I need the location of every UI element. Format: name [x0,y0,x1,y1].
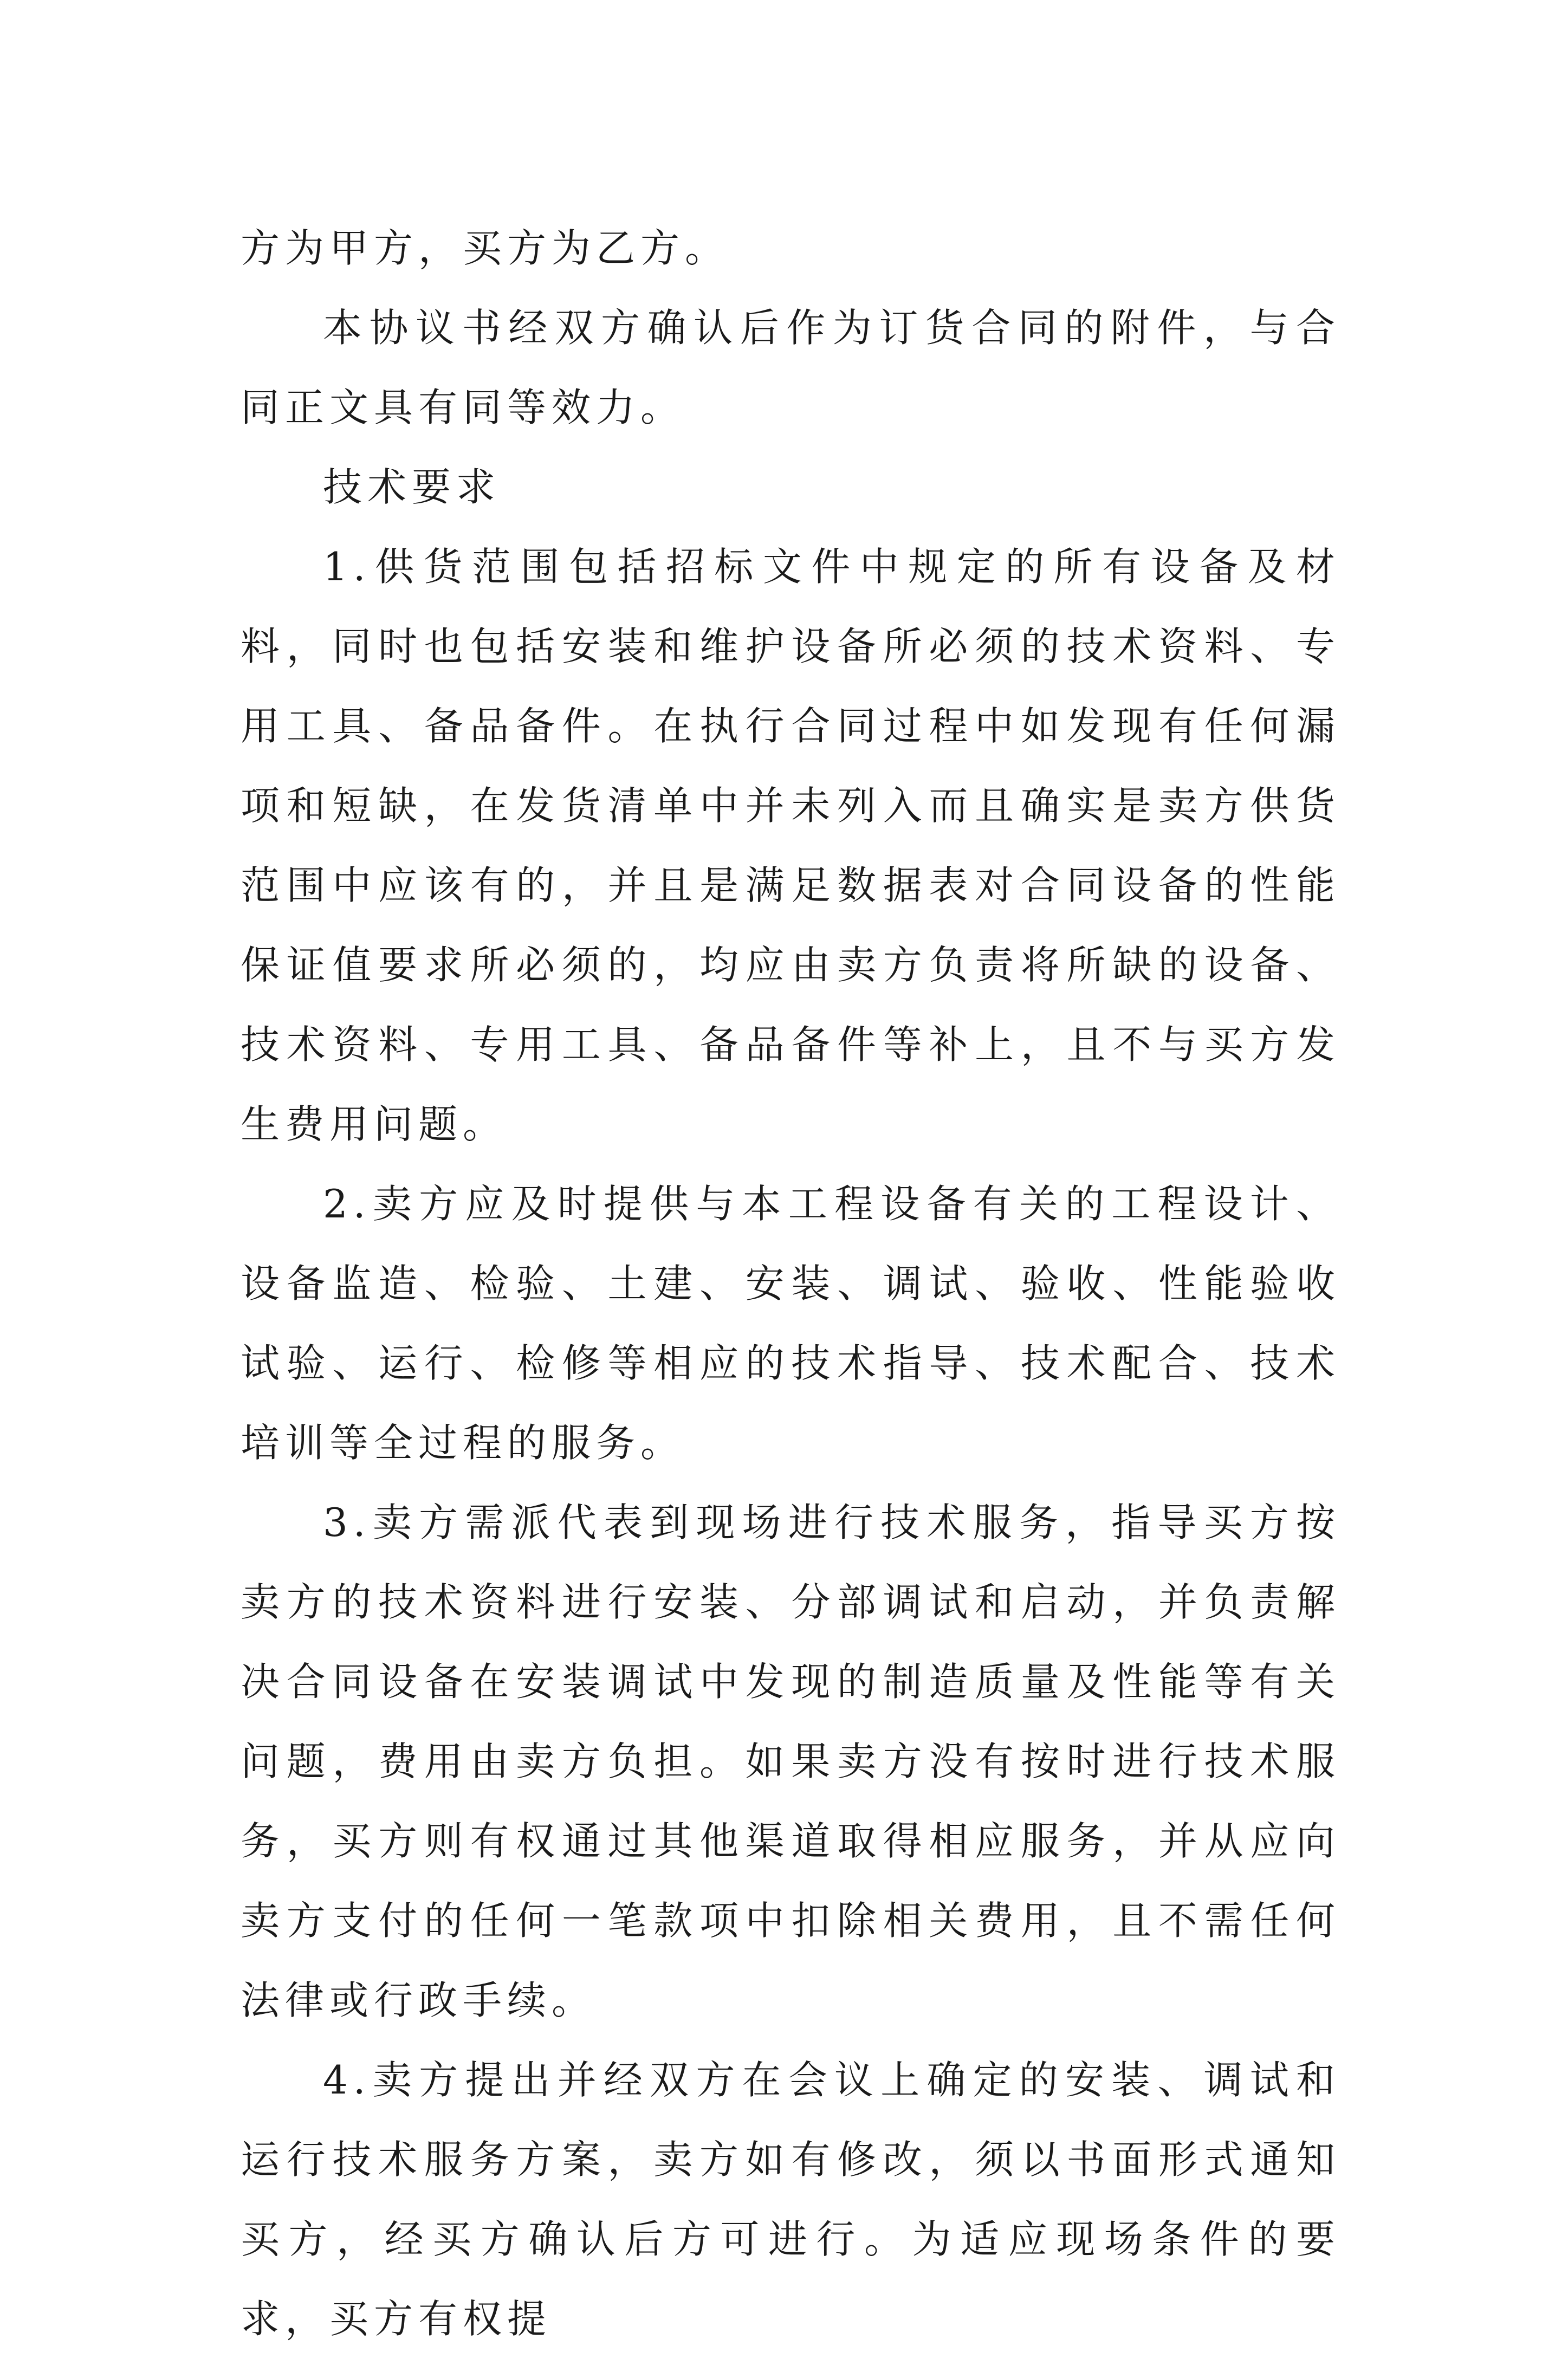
paragraph-item-4: 4.卖方提出并经双方在会议上确定的安装、调试和运行技术服务方案，卖方如有修改，须以书面形式通知买方，经买方确认后方可进行。为适应现场条件的要求，买方有权提 [241,2057,1340,2342]
paragraph-item-2: 2.卖方应及时提供与本工程设备有关的工程设计、设备监造、检验、土建、安装、调试、验收、性能验收试验、运行、检修等相应的技术指导、技术配合、技术培训等全过程的服务。 [241,1181,1340,1466]
paragraph-continuation: 方为甲方，买方为乙方。 [241,225,730,271]
document-body [241,209,1340,2359]
section-heading-technical-requirements: 技术要求 [323,464,501,510]
paragraph-item-3: 3.卖方需派代表到现场进行技术服务，指导买方按卖方的技术资料进行安装、分部调试和启动，并负责解决合同设备在安装调试中发现的制造质量及性能等有关问题，费用由卖方负担。如果卖方没有按时进行技术服务，买方则有权通过其他渠道取得相应服务，并从应向卖方支付的任何一笔款项中扣除相关费用，且不需任何法律或行政手续。 [241,1500,1340,2023]
paragraph-item-1: 1.供货范围包括招标文件中规定的所有设备及材料，同时也包括安装和维护设备所必须的技术资料、专用工具、备品备件。在执行合同过程中如发现有任何漏项和短缺，在发货清单中并未列入而且确实是卖方供货范围中应该有的，并且是满足数据表对合同设备的性能保证值要求所必须的，均应由卖方负责将所缺的设备、技术资料、专用工具、备品备件等补上，且不与买方发生费用问题。 [241,544,1340,1147]
paragraph-agreement-effect: 本协议书经双方确认后作为订货合同的附件，与合同正文具有同等效力。 [241,305,1340,430]
